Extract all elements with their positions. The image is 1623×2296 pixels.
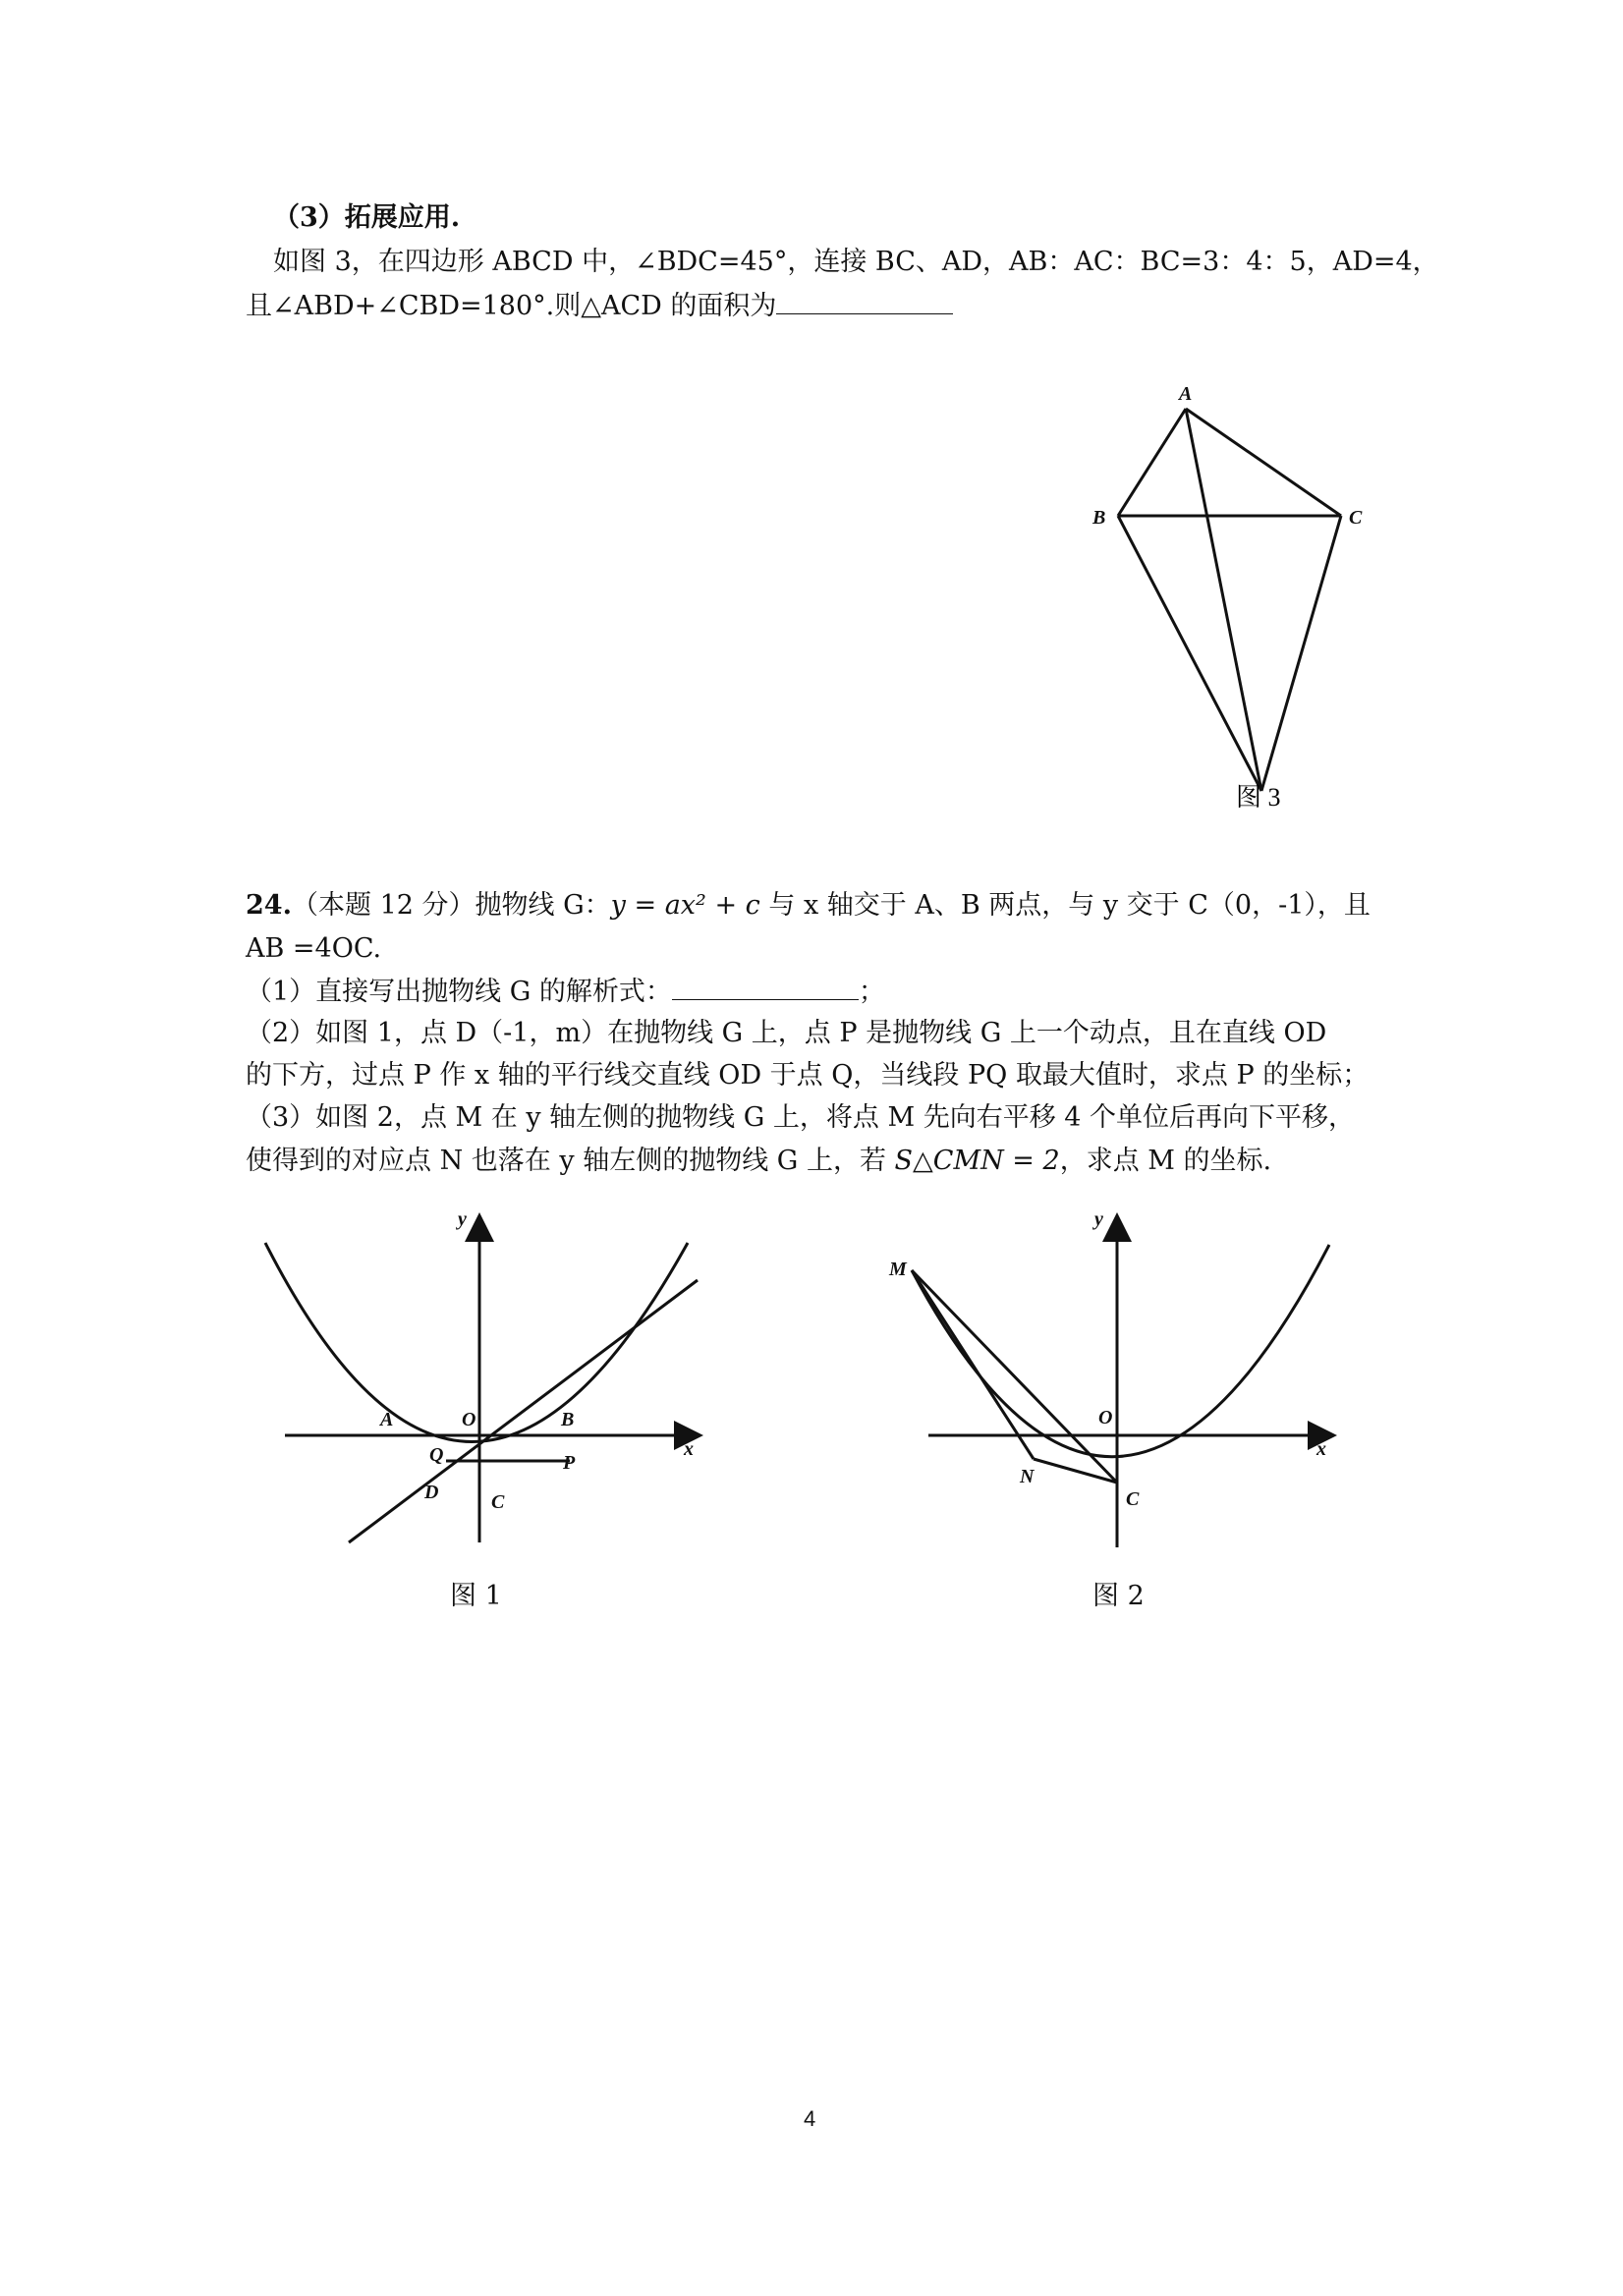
label-p: P xyxy=(563,1452,576,1474)
q24-equation: y = ax² + c xyxy=(610,890,760,921)
label-q: Q xyxy=(429,1444,444,1466)
label-c: C xyxy=(1126,1488,1140,1510)
section3-paragraph-line1: 如图 3，在四边形 ABCD 中，∠BDC=45°，连接 BC、AD，AB：AC：BC=3：4：5，AD=4， xyxy=(273,247,1439,277)
segment-mc xyxy=(912,1270,1117,1483)
label-x: x xyxy=(684,1438,694,1460)
figure-2 xyxy=(884,1204,1346,1557)
q24-line1-b: 与 x 轴交于 A、B 两点，与 y 交于 C（0，-1），且 xyxy=(759,890,1371,921)
label-x: x xyxy=(1316,1438,1326,1460)
segment-cd xyxy=(1261,516,1341,791)
figure-3-caption: 图 3 xyxy=(1236,783,1281,812)
q24-part1-end: ； xyxy=(858,977,885,1007)
label-m: M xyxy=(889,1259,907,1280)
label-b: B xyxy=(561,1409,575,1430)
vertex-label-a: A xyxy=(1179,383,1193,405)
q24-part2-line2: 的下方，过点 P 作 x 轴的平行线交直线 OD 于点 Q，当线段 PQ 取最大值时，求点 P 的坐标； xyxy=(246,1060,1370,1091)
page-number: 4 xyxy=(804,2106,816,2131)
figure-3 xyxy=(1081,373,1395,825)
label-o: O xyxy=(1098,1407,1113,1428)
label-a: A xyxy=(380,1409,394,1430)
q24-line2: AB =4OC. xyxy=(246,933,382,964)
q24-number: 24. xyxy=(246,890,292,921)
q24-part3-line2 xyxy=(246,1142,1271,1181)
q24-part1-blank xyxy=(672,974,859,1000)
vertex-label-c: C xyxy=(1349,507,1363,529)
label-d: D xyxy=(424,1482,439,1503)
parabola xyxy=(912,1245,1329,1457)
q24-part3-line2-a: 使得到的对应点 N 也落在 y 轴左侧的抛物线 G 上，若 xyxy=(246,1146,895,1176)
section-heading: （3）拓展应用. xyxy=(273,202,461,233)
figure-1 xyxy=(255,1204,717,1557)
segment-ac xyxy=(1186,409,1341,516)
parabola xyxy=(265,1243,688,1442)
label-y: y xyxy=(458,1208,467,1230)
section3-paragraph-line2-text: 且∠ABD+∠CBD=180°.则△ACD 的面积为 xyxy=(246,291,777,321)
label-n: N xyxy=(1020,1466,1035,1487)
q24-part3-line2-b: ，求点 M 的坐标. xyxy=(1059,1146,1272,1176)
label-y: y xyxy=(1094,1208,1103,1230)
label-c: C xyxy=(491,1491,505,1513)
segment-mn xyxy=(912,1270,1034,1459)
line-od xyxy=(349,1280,698,1542)
segment-bd xyxy=(1118,516,1261,791)
figure-2-caption: 图 2 xyxy=(1092,1581,1145,1611)
label-o: O xyxy=(462,1409,476,1430)
q24-part2-line1: （2）如图 1，点 D（-1，m）在抛物线 G 上，点 P 是抛物线 G 上一个动点，且在直线 OD xyxy=(246,1018,1327,1048)
q24-part3-line1: （3）如图 2，点 M 在 y 轴左侧的抛物线 G 上，将点 M 先向右平移 4 个单位后再向下平移， xyxy=(246,1102,1356,1133)
figure-1-caption: 图 1 xyxy=(450,1581,502,1611)
q24-line1 xyxy=(246,886,1371,925)
answer-blank xyxy=(776,288,953,314)
q24-area-expression: S△CMN = 2 xyxy=(894,1146,1060,1176)
segment-ad xyxy=(1186,409,1261,791)
q24-part1-text: （1）直接写出抛物线 G 的解析式： xyxy=(246,977,672,1007)
vertex-label-b: B xyxy=(1092,507,1106,529)
segment-ab xyxy=(1118,409,1186,516)
q24-line1-a: （本题 12 分）抛物线 G： xyxy=(291,890,611,921)
section3-paragraph-line2 xyxy=(246,287,953,326)
q24-part1 xyxy=(246,973,885,1012)
